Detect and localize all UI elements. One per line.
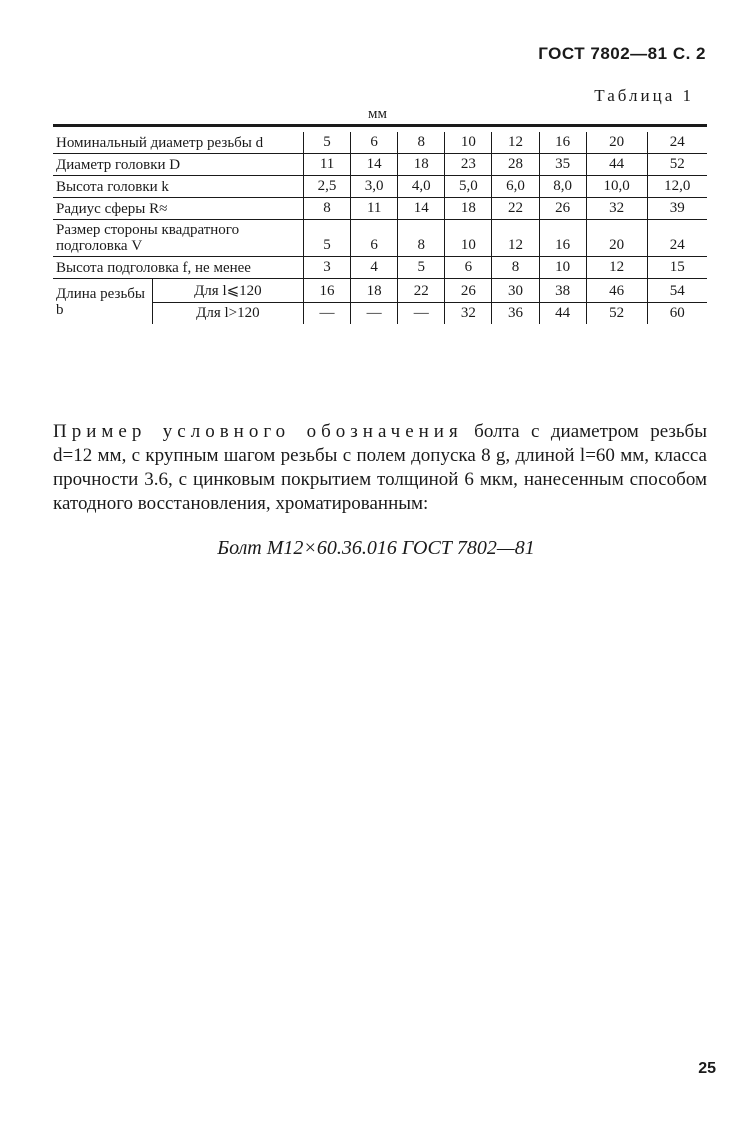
table-cell: 8,0 xyxy=(539,176,586,198)
table-cell: 10 xyxy=(539,257,586,279)
table-cell: 4,0 xyxy=(398,176,445,198)
table-cell: — xyxy=(304,303,351,325)
table-cell: 32 xyxy=(586,198,647,220)
row-label: Диаметр головки D xyxy=(53,154,304,176)
paragraph-lead: Пример условного обозначения xyxy=(53,421,463,442)
table-cell: 6 xyxy=(445,257,492,279)
row-label: Высота подголовка f, не менее xyxy=(53,257,304,279)
table-cell: — xyxy=(398,303,445,325)
table-cell: 6 xyxy=(351,220,398,257)
table-cell: 24 xyxy=(647,132,707,154)
table-cell: 6,0 xyxy=(492,176,539,198)
table-cell: 18 xyxy=(398,154,445,176)
table-units: мм xyxy=(368,106,387,122)
table-cell: 26 xyxy=(539,198,586,220)
table-row xyxy=(53,220,707,257)
thread-length-label: Длина резьбы b xyxy=(56,285,145,318)
table-row xyxy=(53,154,707,176)
table-cell: 5 xyxy=(304,132,351,154)
table-cell: 52 xyxy=(586,303,647,325)
table-cell: 32 xyxy=(445,303,492,325)
table-cell: 16 xyxy=(304,279,351,303)
table-cell: 35 xyxy=(539,154,586,176)
table-cell: 26 xyxy=(445,279,492,303)
designation-paragraph xyxy=(53,420,707,516)
table-cell: 5,0 xyxy=(445,176,492,198)
table-cell: 5 xyxy=(398,257,445,279)
table-cell: 16 xyxy=(539,220,586,257)
table-cell: 8 xyxy=(398,132,445,154)
table-cell: 10 xyxy=(445,132,492,154)
page-number: 25 xyxy=(698,1060,716,1077)
table-cell: 3 xyxy=(304,257,351,279)
table-cell: 5 xyxy=(304,220,351,257)
dimensions-table-container xyxy=(53,124,707,324)
table-cell: 44 xyxy=(539,303,586,325)
table-cell: 23 xyxy=(445,154,492,176)
designation-example: Болт М12×60.36.016 ГОСТ 7802—81 xyxy=(217,537,535,559)
table-cell: 52 xyxy=(647,154,707,176)
table-cell: 8 xyxy=(304,198,351,220)
dimensions-table xyxy=(53,124,707,324)
table-cell: 11 xyxy=(351,198,398,220)
table-cell: 60 xyxy=(647,303,707,325)
table-cell: 22 xyxy=(492,198,539,220)
table-cell: 15 xyxy=(647,257,707,279)
document-header: ГОСТ 7802—81 С. 2 xyxy=(538,44,706,63)
row-label: Радиус сферы R≈ xyxy=(53,198,304,220)
table-cell: 16 xyxy=(539,132,586,154)
table-cell: 18 xyxy=(351,279,398,303)
table-cell: 6 xyxy=(351,132,398,154)
table-cell: 24 xyxy=(647,220,707,257)
table-cell: 14 xyxy=(351,154,398,176)
table-cell: 10,0 xyxy=(586,176,647,198)
table-cell: 36 xyxy=(492,303,539,325)
table-row xyxy=(53,176,707,198)
table-cell: 54 xyxy=(647,279,707,303)
table-cell: 11 xyxy=(304,154,351,176)
table-cell: 18 xyxy=(445,198,492,220)
thread-length-sublabel: Для l⩽120 xyxy=(152,279,303,303)
table-cell: 8 xyxy=(398,220,445,257)
table-cell: 20 xyxy=(586,132,647,154)
table-cell: 12 xyxy=(492,220,539,257)
table-cell: 38 xyxy=(539,279,586,303)
table-cell: 44 xyxy=(586,154,647,176)
table-cell: 30 xyxy=(492,279,539,303)
table-cell: 8 xyxy=(492,257,539,279)
table-label: Таблица 1 xyxy=(594,86,694,105)
row-label: Размер стороны квадратного подголовка V xyxy=(53,220,304,257)
paragraph-text: болта с диаметром резьбы d=12 мм, с крупным шагом резьбы с полем допуска 8 g, длиной l=60 мм, класса прочности 3.6, с цинковым покрытием толщиной 6 мкм, нанесенным способом катодного восстановления, хроматированным: xyxy=(53,421,707,514)
table-cell: 22 xyxy=(398,279,445,303)
table-cell: 46 xyxy=(586,279,647,303)
table-cell: 10 xyxy=(445,220,492,257)
table-cell: 28 xyxy=(492,154,539,176)
table-cell: 39 xyxy=(647,198,707,220)
table-cell: 12 xyxy=(586,257,647,279)
table-cell: — xyxy=(351,303,398,325)
table-cell: 3,0 xyxy=(351,176,398,198)
table-row xyxy=(53,132,707,154)
table-cell: 4 xyxy=(351,257,398,279)
table-cell: 12 xyxy=(492,132,539,154)
table-cell: 14 xyxy=(398,198,445,220)
row-label: Высота головки k xyxy=(53,176,304,198)
table-cell: 2,5 xyxy=(304,176,351,198)
table-cell: 20 xyxy=(586,220,647,257)
thread-length-sublabel: Для l>120 xyxy=(152,303,303,325)
table-row xyxy=(53,279,707,303)
table-body xyxy=(53,132,707,324)
table-cell: 12,0 xyxy=(647,176,707,198)
row-label: Номинальный диаметр резьбы d xyxy=(53,132,304,154)
table-row xyxy=(53,198,707,220)
table-row xyxy=(53,257,707,279)
